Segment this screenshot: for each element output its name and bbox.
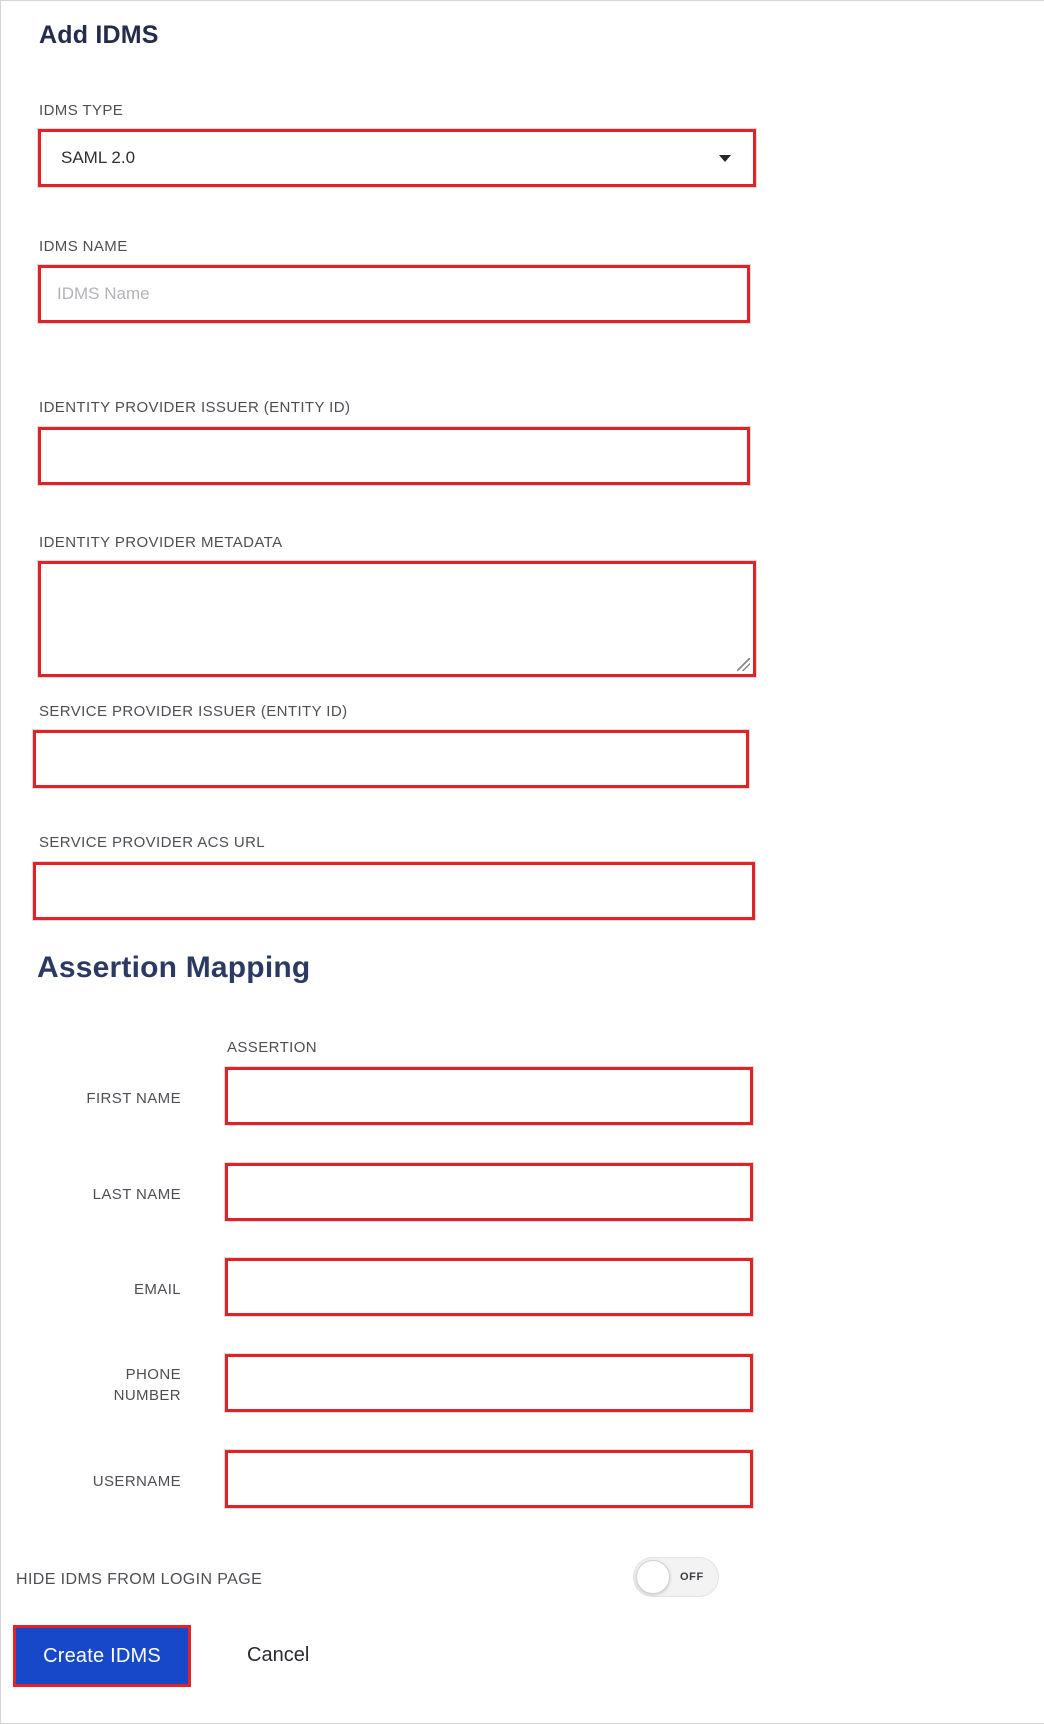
assertion-row-label: USERNAME	[92, 1473, 181, 1490]
phone-number-assertion-input[interactable]	[228, 1357, 750, 1409]
assertion-row-label: LAST NAME	[92, 1186, 181, 1203]
idp-metadata-label: IDENTITY PROVIDER METADATA	[39, 534, 283, 551]
idms-type-selected-value: SAML 2.0	[61, 148, 136, 167]
annotation-highlight-sp-issuer	[33, 730, 749, 788]
page-title: Add IDMS	[39, 21, 159, 49]
idp-issuer-input[interactable]	[41, 430, 747, 482]
idms-type-label: IDMS TYPE	[39, 102, 124, 119]
annotation-highlight-idms-type	[38, 129, 756, 187]
sp-acs-url-label: SERVICE PROVIDER ACS URL	[39, 834, 266, 851]
annotation-highlight-phone-number	[225, 1354, 753, 1412]
toggle-state-label: OFF	[680, 1571, 704, 1583]
email-assertion-input[interactable]	[228, 1261, 750, 1313]
annotation-highlight-first-name	[225, 1067, 753, 1125]
last-name-assertion-input[interactable]	[228, 1166, 750, 1218]
resize-handle-icon[interactable]	[737, 658, 750, 671]
idms-name-label: IDMS NAME	[39, 238, 128, 255]
idp-issuer-label: IDENTITY PROVIDER ISSUER (ENTITY ID)	[39, 399, 351, 416]
assertion-column-header: ASSERTION	[227, 1039, 318, 1056]
annotation-highlight-email	[225, 1258, 753, 1316]
first-name-assertion-input[interactable]	[228, 1070, 750, 1122]
hide-idms-label: HIDE IDMS FROM LOGIN PAGE	[16, 1571, 263, 1588]
sp-issuer-input[interactable]	[36, 733, 746, 785]
annotation-highlight-username	[225, 1450, 753, 1508]
annotation-highlight-idp-issuer	[38, 427, 750, 485]
assertion-row-label: FIRST NAME	[86, 1090, 181, 1107]
idms-name-input[interactable]	[41, 268, 747, 320]
assertion-mapping-title: Assertion Mapping	[37, 951, 311, 984]
annotation-highlight-sp-acs-url	[33, 862, 755, 920]
cancel-button[interactable]: Cancel	[247, 1644, 310, 1666]
sp-issuer-label: SERVICE PROVIDER ISSUER (ENTITY ID)	[39, 703, 348, 720]
idp-metadata-textarea[interactable]	[41, 564, 753, 674]
idms-type-select[interactable]	[41, 132, 753, 184]
assertion-row-label: PHONE NUMBER	[113, 1366, 181, 1404]
hide-idms-toggle[interactable]	[633, 1557, 719, 1597]
chevron-down-icon	[719, 155, 731, 162]
username-assertion-input[interactable]	[228, 1453, 750, 1505]
annotation-highlight-idms-name	[38, 265, 750, 323]
toggle-knob	[636, 1560, 670, 1594]
sp-acs-url-input[interactable]	[36, 865, 752, 917]
annotation-highlight-idp-metadata	[38, 561, 756, 677]
annotation-highlight-last-name	[225, 1163, 753, 1221]
annotation-highlight-create-button	[13, 1625, 191, 1687]
create-idms-button[interactable]: Create IDMS	[16, 1628, 188, 1684]
assertion-row-label: EMAIL	[133, 1281, 181, 1298]
